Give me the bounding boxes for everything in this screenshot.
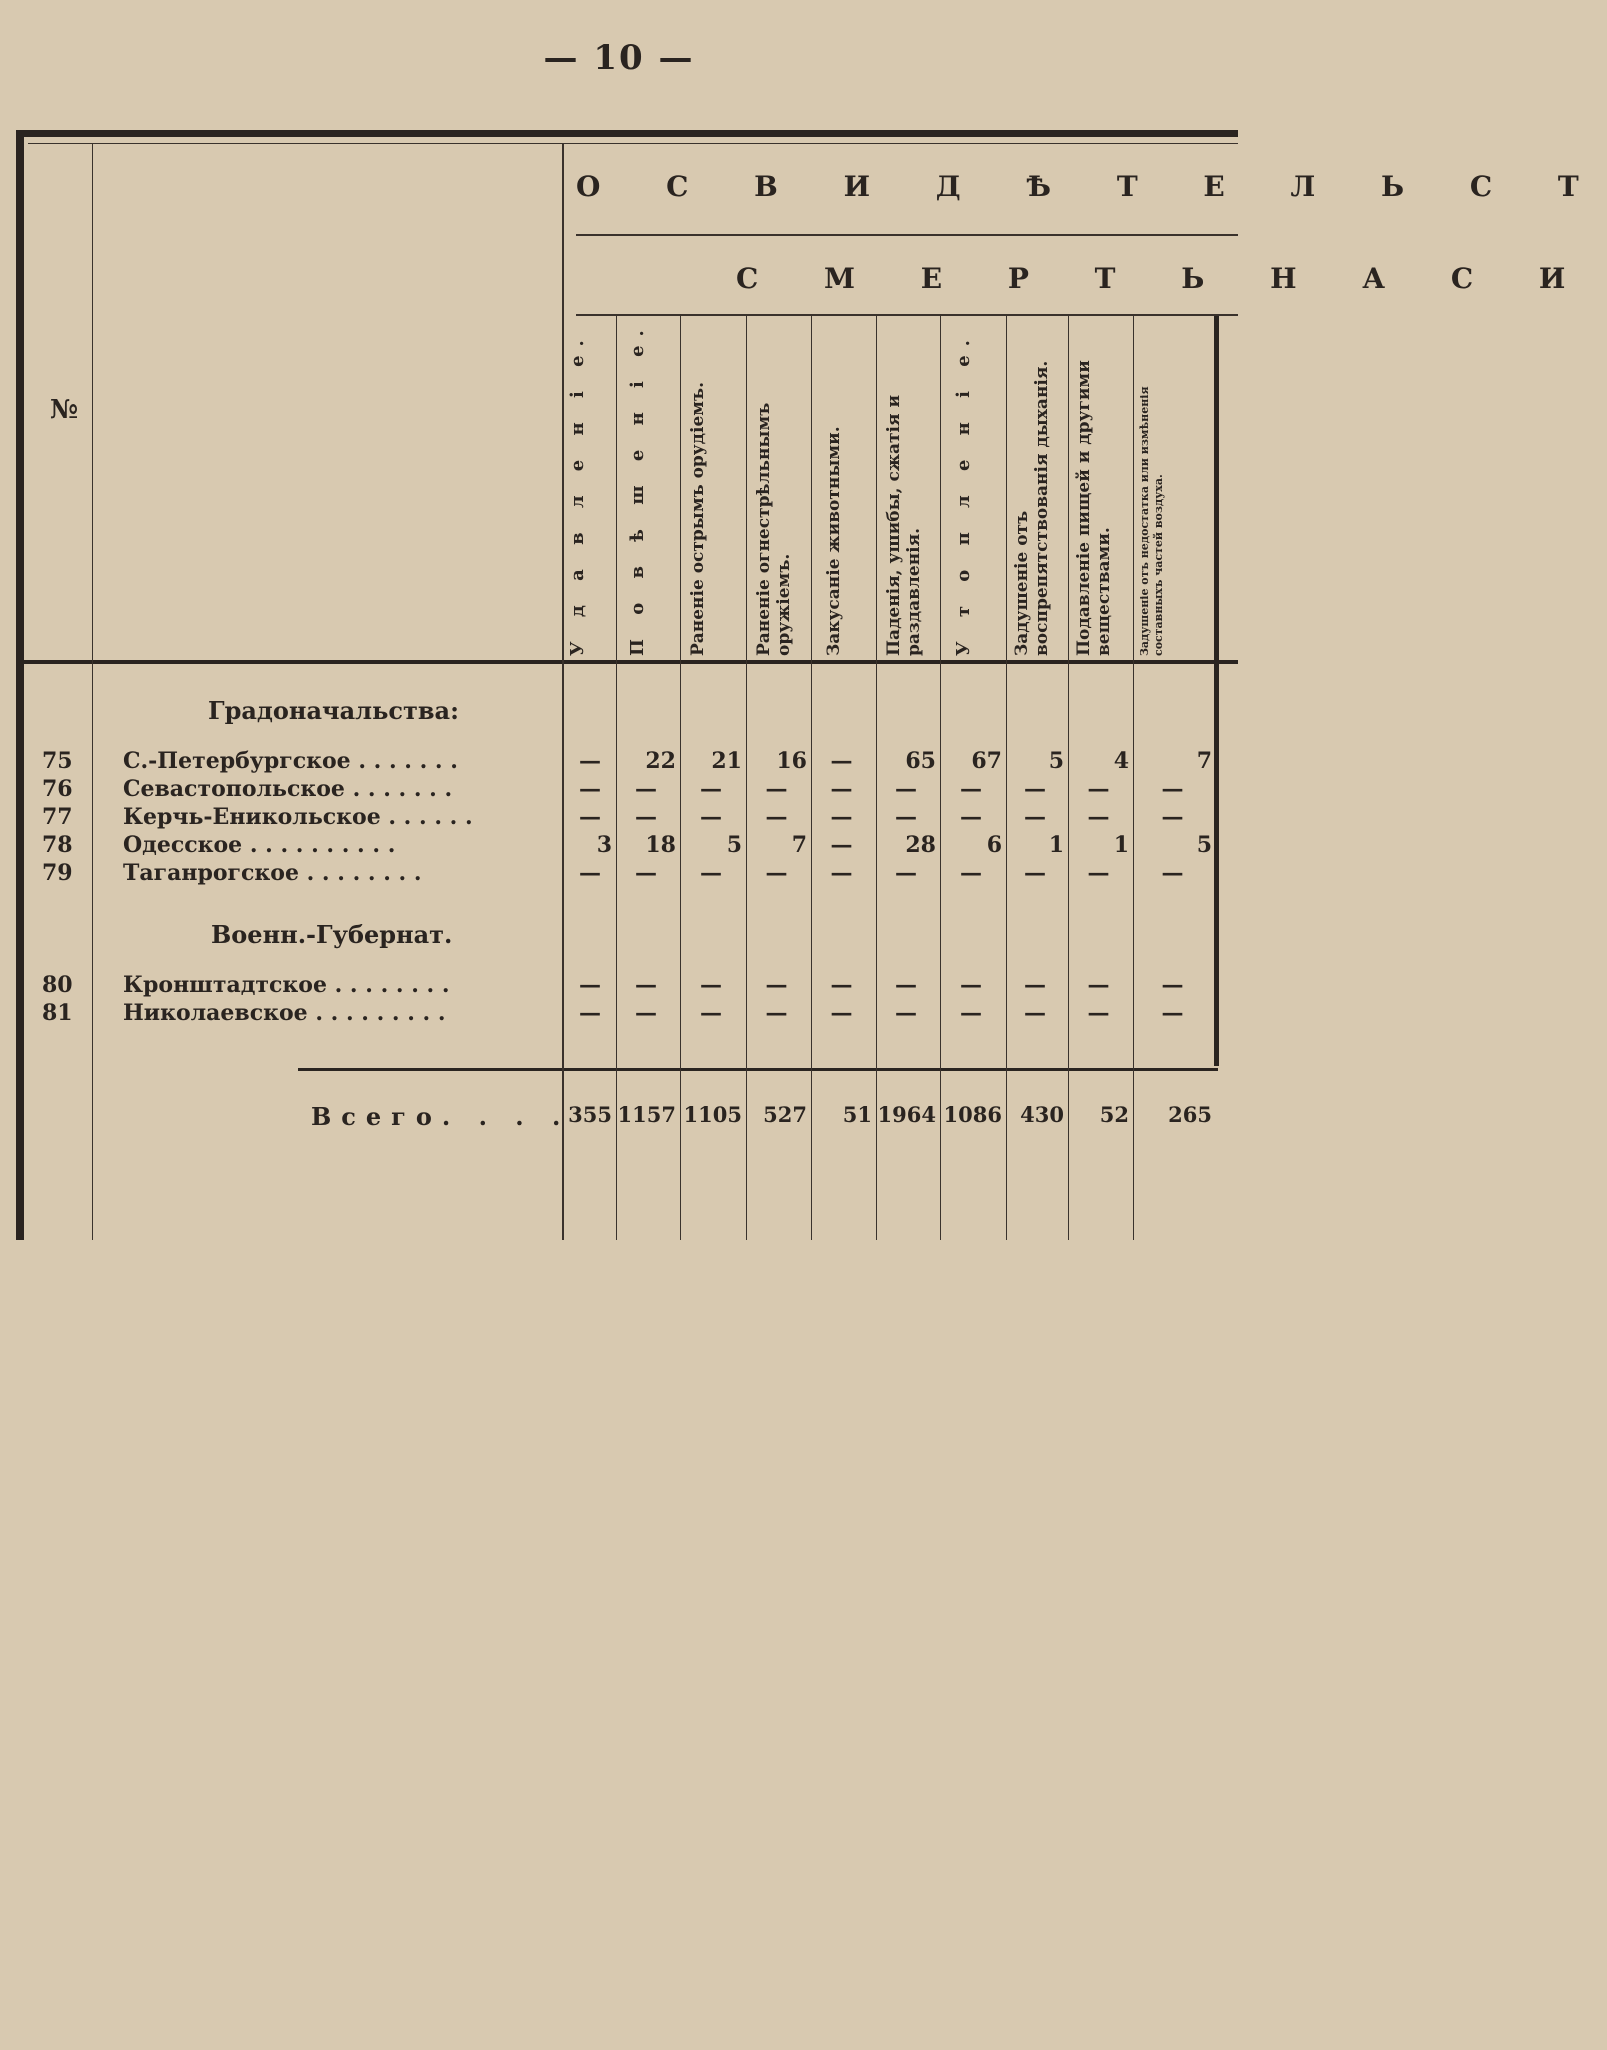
row-name: Таганрогское . . . . . . . .	[123, 860, 422, 886]
table-top-inner-rule	[28, 143, 1238, 144]
table-cell: —	[635, 776, 657, 802]
row-number: 80	[42, 972, 73, 998]
total-rule	[298, 1068, 1218, 1071]
col-header-6: Паденія, ушибы, сжатія и раздавленія.	[884, 394, 924, 656]
table-cell: —	[960, 1000, 982, 1026]
table-cell: —	[1161, 804, 1184, 830]
table-cell: —	[830, 804, 853, 830]
col-header-5: Закусаніе животными.	[824, 426, 844, 656]
table-cell: —	[1087, 972, 1110, 998]
table-cell: —	[700, 804, 722, 830]
table-cell: —	[579, 776, 601, 802]
table-cell: —	[700, 776, 722, 802]
table-cell: —	[895, 1000, 917, 1026]
table-cell: —	[1024, 972, 1046, 998]
row-name: Севастопольское . . . . . . .	[123, 776, 453, 802]
table-cell: —	[765, 1000, 788, 1026]
table-cell: 28	[905, 832, 936, 858]
col-line-num	[92, 143, 93, 1240]
row-name: Одесское . . . . . . . . . .	[123, 832, 396, 858]
table-cell: —	[635, 804, 657, 830]
table-cell: 16	[776, 748, 807, 774]
table-cell: —	[579, 804, 601, 830]
table-cell: —	[895, 804, 917, 830]
table-cell: —	[700, 860, 722, 886]
table-cell: 65	[905, 748, 936, 774]
header-subtitle: С М Е Р Т Ь Н А С И	[736, 262, 1594, 295]
table-cell: —	[830, 748, 853, 774]
col-header-9: Подавленіе пищей и другими веществами.	[1074, 360, 1114, 656]
row-number: 81	[42, 1000, 73, 1026]
table-cell: —	[1161, 1000, 1184, 1026]
section-title: Градоначальства:	[208, 696, 459, 725]
table-cell: —	[960, 804, 982, 830]
table-cell: —	[830, 776, 853, 802]
table-cell: 1	[1048, 832, 1064, 858]
header-title: О С В И Д Ѣ Т Е Л Ь С Т	[576, 170, 1607, 203]
table-right-rule	[1214, 316, 1219, 1066]
table-cell: —	[960, 776, 982, 802]
table-cell: —	[1024, 804, 1046, 830]
col-header-10: Задушеніе отъ недостатка или измѣненія составныхъ частей воздуха.	[1138, 386, 1165, 656]
table-cell: —	[765, 860, 788, 886]
table-cell: —	[635, 860, 657, 886]
table-cell: —	[765, 776, 788, 802]
total-cell: 52	[1099, 1102, 1129, 1127]
col-header-1: У д а в л е н і е.	[567, 331, 588, 656]
table-cell: 4	[1113, 748, 1129, 774]
table-cell: 5	[726, 832, 742, 858]
table-cell: —	[765, 804, 788, 830]
table-cell: 7	[791, 832, 807, 858]
table-left-rule	[16, 130, 24, 1240]
table-cell: —	[579, 972, 601, 998]
total-cell: 430	[1020, 1102, 1064, 1127]
table-cell: 1	[1113, 832, 1129, 858]
table-cell: —	[895, 776, 917, 802]
table-cell: 5	[1048, 748, 1064, 774]
table-cell: —	[1087, 860, 1110, 886]
table-cell: 21	[711, 748, 742, 774]
table-cell: 7	[1196, 748, 1212, 774]
col-header-8: Задушеніе отъ воспрепятствованія дыханія.	[1012, 360, 1052, 656]
page-number: — 10 —	[543, 38, 695, 78]
row-number: 76	[42, 776, 73, 802]
table-cell: —	[830, 832, 853, 858]
table-cell: 67	[971, 748, 1002, 774]
table-cell: —	[1161, 972, 1184, 998]
total-cell: 1964	[877, 1102, 936, 1127]
statistics-table	[16, 130, 1607, 1240]
table-cell: 3	[596, 832, 612, 858]
table-cell: —	[579, 748, 601, 774]
table-cell: —	[830, 860, 853, 886]
row-name: Николаевское . . . . . . . . .	[123, 1000, 446, 1026]
table-cell: —	[1161, 860, 1184, 886]
row-number: 75	[42, 748, 73, 774]
total-cell: 1157	[617, 1102, 676, 1127]
table-cell: —	[635, 1000, 657, 1026]
table-cell: —	[1087, 1000, 1110, 1026]
header-bottom-rule	[16, 660, 1238, 664]
header-sub-rule-1	[576, 234, 1238, 236]
table-cell: —	[579, 1000, 601, 1026]
row-name: С.-Петербургское . . . . . . .	[123, 748, 458, 774]
table-cell: 18	[645, 832, 676, 858]
table-cell: —	[700, 972, 722, 998]
table-cell: —	[1087, 776, 1110, 802]
table-cell: —	[960, 972, 982, 998]
table-cell: —	[1087, 804, 1110, 830]
number-column-label: №	[50, 395, 79, 425]
col-header-7: У т о п л е н і е.	[953, 331, 974, 656]
col-line-name	[562, 143, 564, 1240]
row-number: 78	[42, 832, 73, 858]
table-cell: 22	[645, 748, 676, 774]
table-cell: —	[1024, 860, 1046, 886]
table-cell: —	[700, 1000, 722, 1026]
table-cell: 6	[986, 832, 1002, 858]
table-cell: 5	[1196, 832, 1212, 858]
col-header-3: Раненіе острымъ орудіемъ.	[688, 381, 708, 656]
table-cell: —	[830, 1000, 853, 1026]
section-title: Военн.-Губернат.	[211, 920, 453, 949]
total-cell: 1086	[943, 1102, 1002, 1127]
col-header-2: П о в ѣ ш е н і е.	[627, 321, 648, 656]
table-cell: —	[765, 972, 788, 998]
table-cell: —	[1161, 776, 1184, 802]
table-cell: —	[1024, 1000, 1046, 1026]
total-cell: 527	[763, 1102, 807, 1127]
row-number: 79	[42, 860, 73, 886]
total-cell: 51	[842, 1102, 872, 1127]
row-name: Керчь-Еникольское . . . . . .	[123, 804, 473, 830]
table-cell: —	[579, 860, 601, 886]
table-cell: —	[1024, 776, 1046, 802]
total-label: Всего. . . .	[311, 1102, 571, 1131]
table-cell: —	[635, 972, 657, 998]
col-header-4: Раненіе огнестрѣльнымъ оружіемъ.	[754, 402, 794, 656]
total-cell: 265	[1168, 1102, 1212, 1127]
row-name: Кронштадтское . . . . . . . .	[123, 972, 450, 998]
total-cell: 355	[568, 1102, 612, 1127]
row-number: 77	[42, 804, 73, 830]
table-cell: —	[895, 972, 917, 998]
table-top-rule	[16, 130, 1238, 137]
table-cell: —	[830, 972, 853, 998]
table-cell: —	[960, 860, 982, 886]
total-cell: 1105	[683, 1102, 742, 1127]
table-cell: —	[895, 860, 917, 886]
